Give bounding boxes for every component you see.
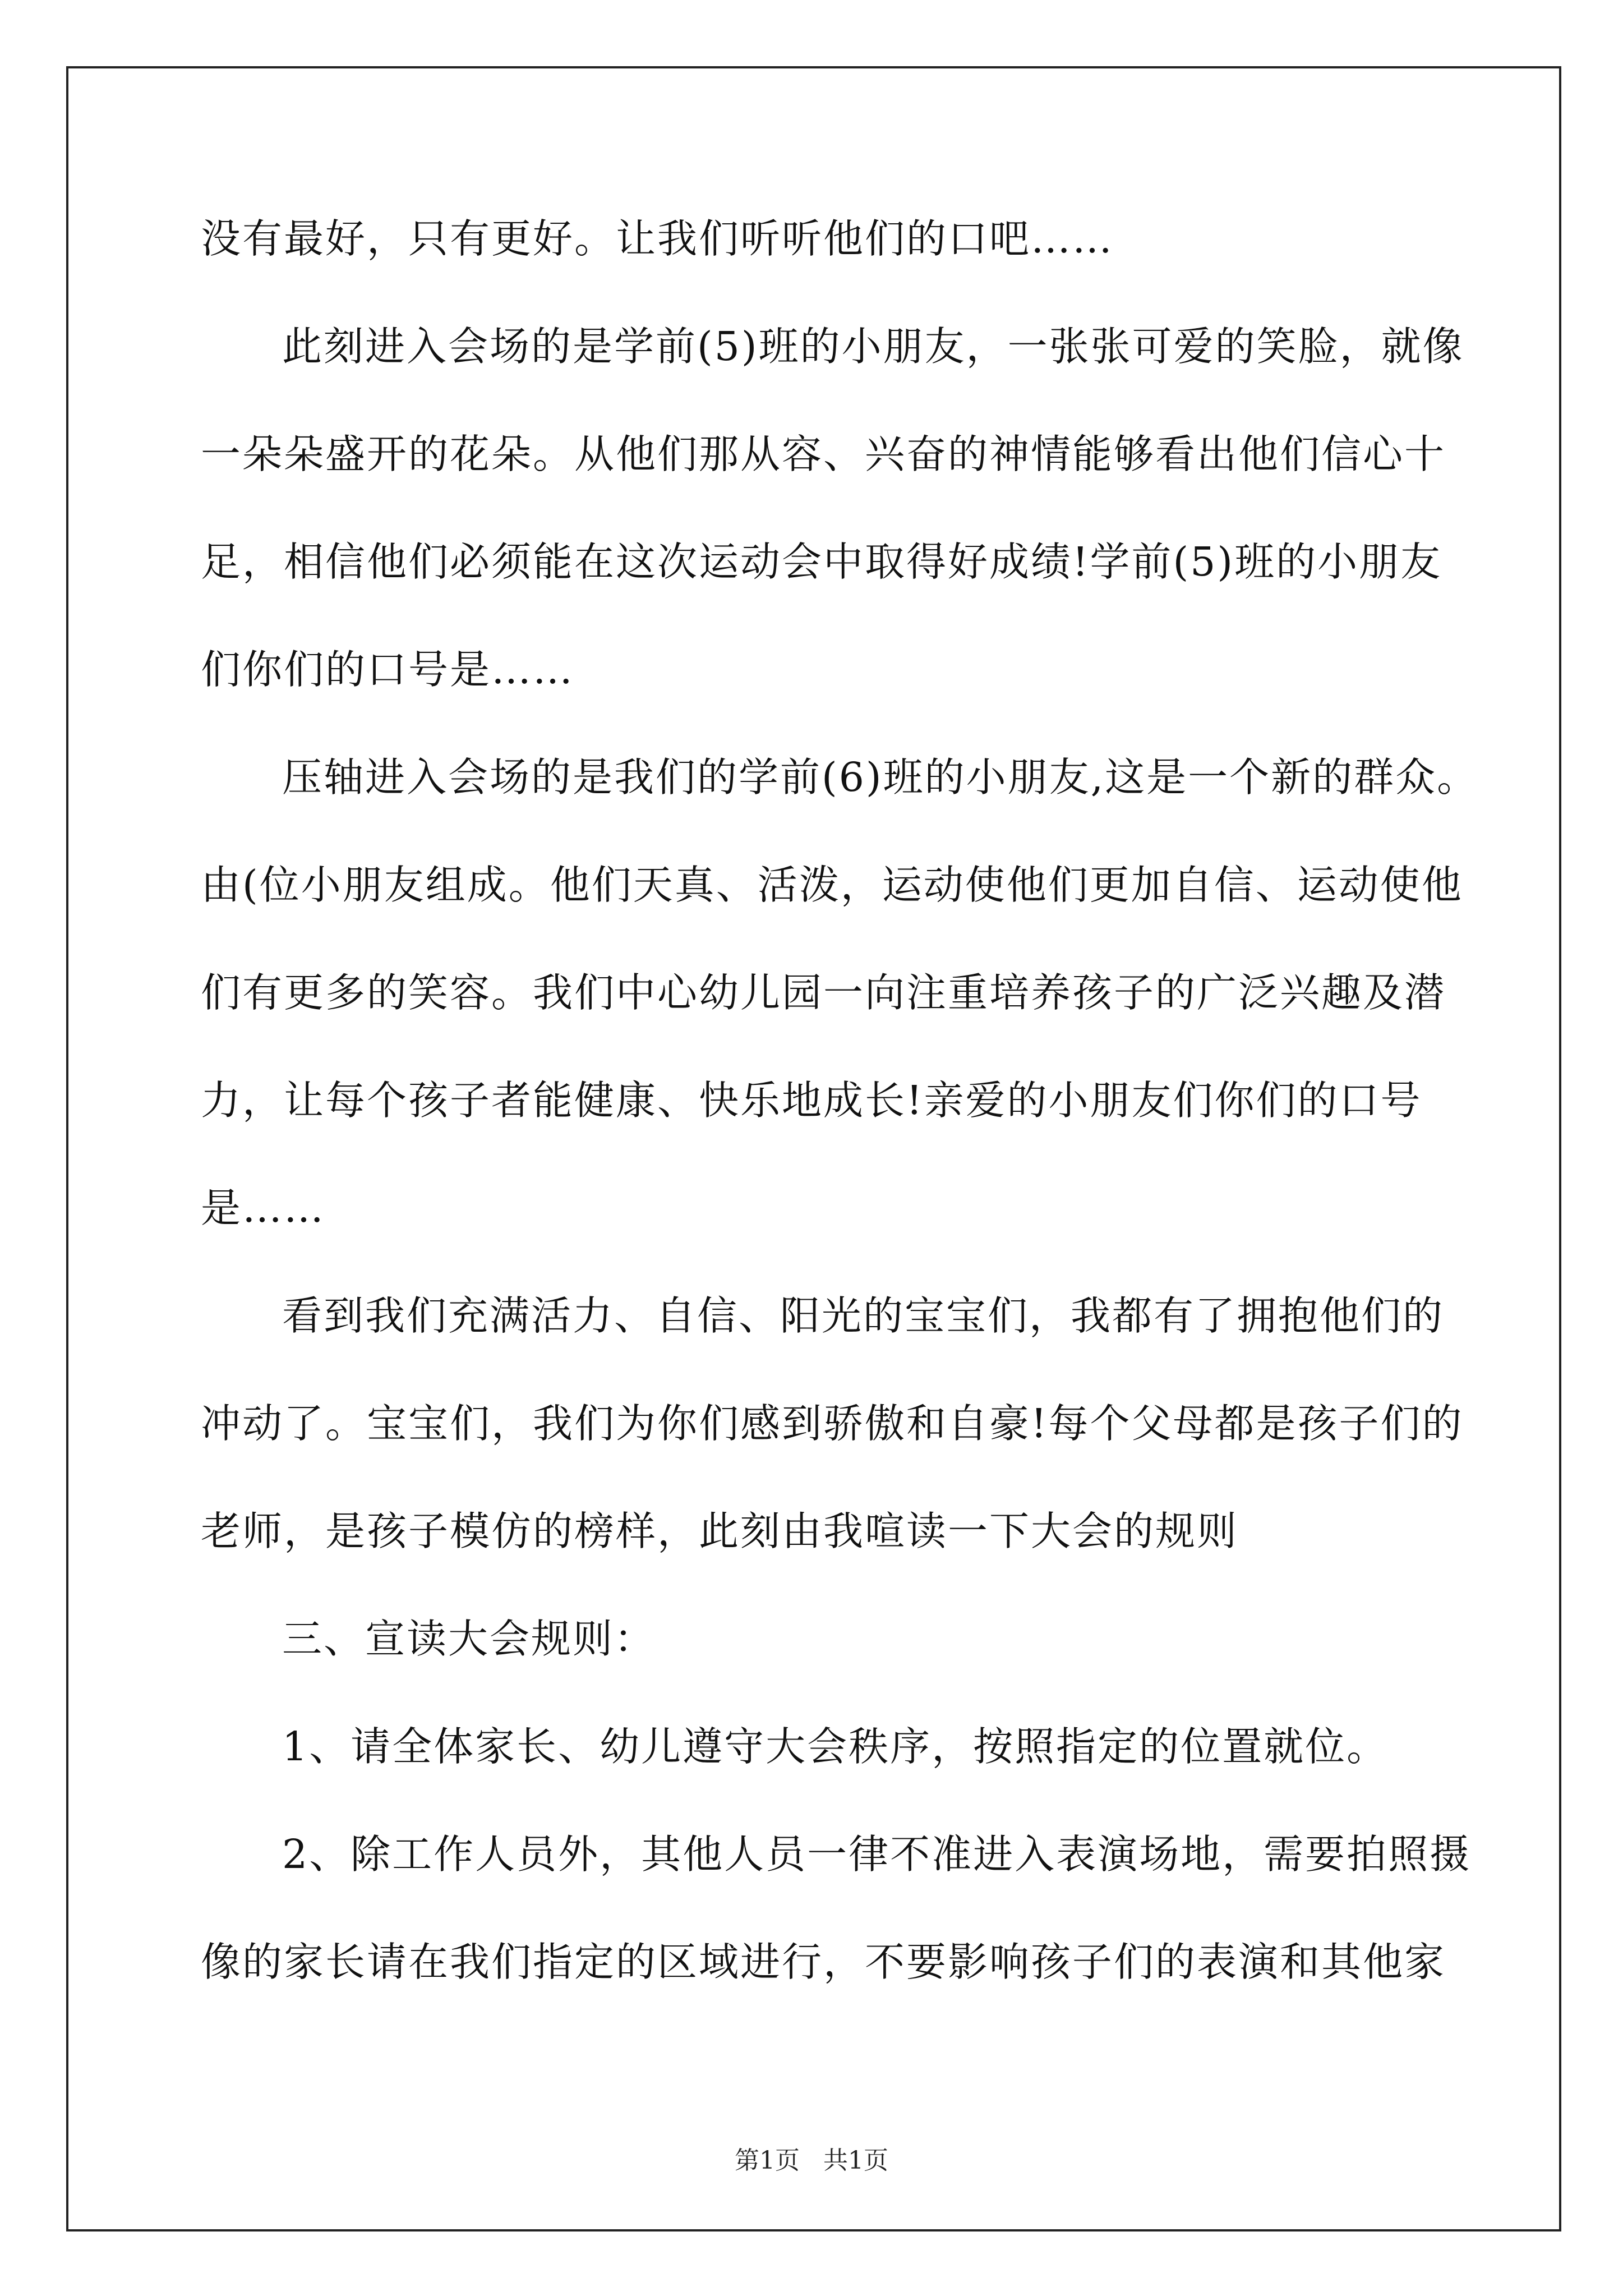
page-number-total: 共1页 [823,2146,888,2175]
text-line: 由(位小朋友组成。他们天真、活泼，运动使他们更加自信、运动使他 [201,862,1463,908]
page-footer [0,2148,1623,2173]
text-line: 是…… [201,1185,326,1231]
text-line: 压轴进入会场的是我们的学前(6)班的小朋友,这是一个新的群众。 [282,754,1479,800]
page-border [66,66,1561,2231]
text-line: 老师，是孩子模仿的榜样，此刻由我喧读一下大会的规则 [201,1508,1239,1554]
rule-item: 2、除工作人员外，其他人员一律不准进入表演场地，需要拍照摄 [282,1831,1472,1878]
section-heading: 三、宣读大会规则： [282,1616,656,1662]
page-number-current: 第1页 [735,2146,800,2175]
text-line: 们有更多的笑容。我们中心幼儿园一向注重培养孩子的广泛兴趣及潜 [201,969,1446,1016]
text-line: 们你们的口号是…… [201,646,575,693]
text-line: 足，相信他们必须能在这次运动会中取得好成绩!学前(5)班的小朋友 [201,539,1442,585]
text-line: 冲动了。宝宝们，我们为你们感到骄傲和自豪!每个父母都是孩子们的 [201,1400,1464,1447]
text-line: 没有最好，只有更好。让我们听听他们的口吧…… [201,215,1114,262]
text-line: 像的家长请在我们指定的区域进行，不要影响孩子们的表演和其他家 [201,1939,1446,1985]
text-line: 一朵朵盛开的花朵。从他们那从容、兴奋的神情能够看出他们信心十 [201,431,1446,477]
text-line: 力，让每个孩子者能健康、快乐地成长!亲爱的小朋友们你们的口号 [201,1077,1422,1124]
text-line: 看到我们充满活力、自信、阳光的宝宝们，我都有了拥抱他们的 [282,1292,1445,1339]
rule-item: 1、请全体家长、幼儿遵守大会秩序，按照指定的位置就位。 [282,1723,1389,1770]
text-line: 此刻进入会场的是学前(5)班的小朋友，一张张可爱的笑脸，就像 [282,323,1464,370]
